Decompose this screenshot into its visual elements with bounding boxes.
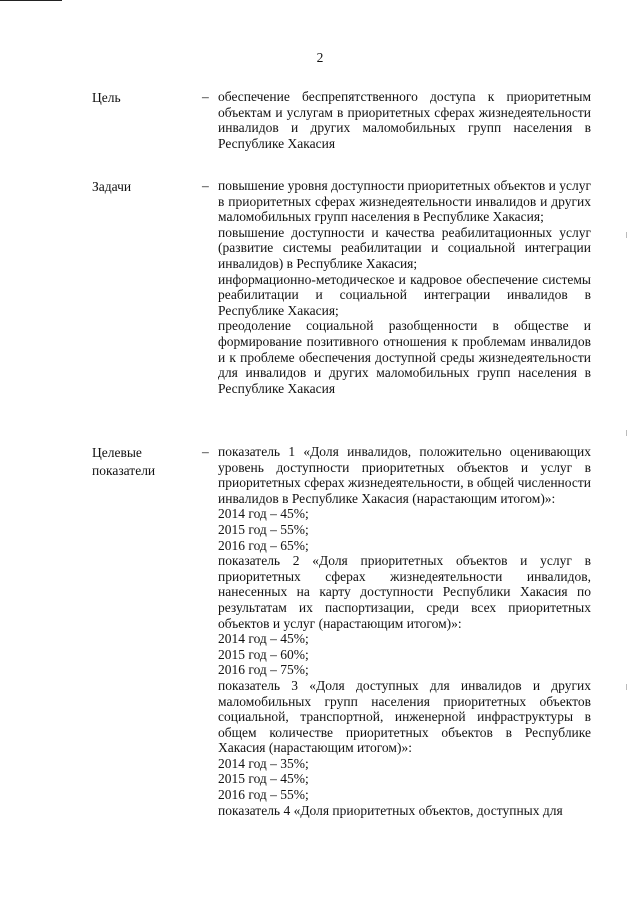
page-number: 2 [316, 50, 324, 65]
section-content [218, 89, 591, 151]
paragraph: 2014 год – 45%; [218, 506, 309, 522]
paragraph: показатель 1 «Доля инвалидов, положительно оценивающих уровень доступности приоритетных объектов и услуг в приоритетных сферах жизнедеятельности, в общей численности инвалидов в Республике Хакасия (нарастающим итогом)»: [218, 444, 591, 506]
list-dash: – [202, 89, 209, 104]
paragraph: 2016 год – 65%; [218, 537, 309, 553]
paragraph: 2015 год – 55%; [218, 521, 309, 537]
list-dash: – [202, 178, 209, 193]
section-label: Задачи [92, 179, 132, 194]
paragraph: 2015 год – 45%; [218, 771, 309, 787]
paragraph: 2016 год – 75%; [218, 662, 309, 678]
paragraph: показатель 3 «Доля доступных для инвалидов и других маломобильных групп населения приоритетных объектов социальной, транспортной, инженерной инфраструктуры в общем количестве приоритетных объектов в Республике Хакасия (нарастающим итогом)»: [218, 677, 591, 756]
section-content [218, 444, 591, 818]
paragraph: повышение доступности и качества реабилитационных услуг (развитие системы реабилитации и социальной интеграции инвалидов) в Республике Хакасия; [218, 224, 591, 271]
paragraph: повышение уровня доступности приоритетных объектов и услуг в приоритетных сферах жизнедеятельности инвалидов и других маломобильных групп населения в Республике Хакасия; [218, 178, 591, 225]
scan-artifact [626, 430, 627, 436]
paragraph: показатель 2 «Доля приоритетных объектов и услуг в приоритетных сферах жизнедеятельности инвалидов, нанесенных на карту доступности Республики Хакасия по результатам их паспортизации, среди всех приоритетных объектов и услуг (нарастающим итогом)»: [218, 553, 591, 631]
section-content [218, 178, 591, 396]
paragraph: 2014 год – 35%; [218, 755, 309, 771]
section-label: Целевые показатели [92, 445, 156, 478]
paragraph: 2014 год – 45%; [218, 631, 309, 647]
paragraph: 2015 год – 60%; [218, 646, 309, 662]
list-dash: – [202, 444, 209, 459]
paragraph: показатель 4 «Доля приоритетных объектов, доступных для [218, 802, 563, 818]
paragraph: обеспечение беспрепятственного доступа к приоритетным объектам и услугам в приоритетных сферах жизнедеятельности инвалидов и других маломобильных групп населения в Республике Хакасия [218, 89, 591, 151]
paragraph: преодоление социальной разобщенности в обществе и формирование позитивного отношения к проблемам инвалидов и к проблеме обеспечения доступной среды жизнедеятельности для инвалидов и других маломобильных групп населения в Республике Хакасия [218, 318, 591, 396]
scan-artifact [626, 684, 627, 690]
paragraph: информационно-методическое и кадровое обеспечение системы реабилитации и социальной интеграции инвалидов в Республике Хакасия; [218, 271, 591, 318]
section-label: Цель [92, 90, 121, 105]
paragraph: 2016 год – 55%; [218, 787, 309, 803]
corner-scan-line [0, 0, 62, 1]
scan-artifact [626, 232, 627, 238]
